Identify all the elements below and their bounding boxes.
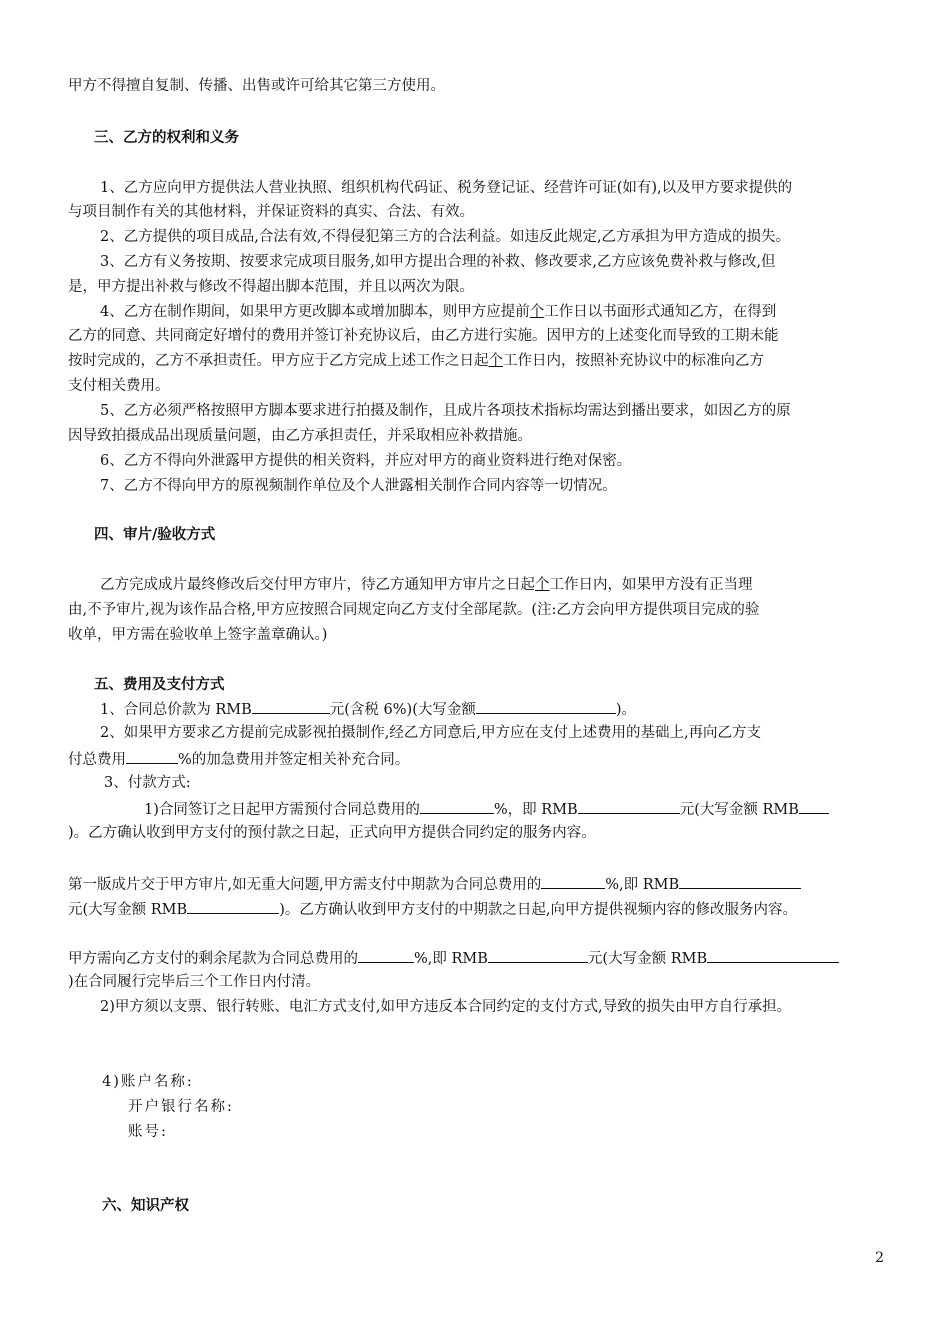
s5-payment-method: 3、付款方式: — [104, 775, 191, 791]
s3-p2: 2、乙方提供的项目成品,合法有效,不得侵犯第三方的合法利益。如违反此规定,乙方承担为甲方造成的损失。 — [100, 229, 791, 245]
s5-l4-part1: 1)合同签订之日起甲方需预付合同总费用的 — [144, 802, 420, 818]
s3-p5-line1: 5、乙方必须严格按照甲方脚本要求进行拍摄及制作，且成片各项技术指标均需达到播出要求，如因乙方的原 — [100, 403, 791, 419]
s5-l1-part2: 元(含税 6%)(大写金额 — [329, 702, 476, 718]
s3-p7: 7、乙方不得向甲方的原视频制作单位及个人泄露相关制作合同内容等一切情况。 — [100, 478, 617, 494]
s5-payment-terms: 2)甲方须以支票、银行转账、电汇方式支付,如甲方违反本合同约定的支付方式,导致的损失由甲方自行承担。 — [100, 999, 792, 1015]
s3-p4-line1 — [100, 302, 776, 322]
total-price-blank[interactable] — [252, 698, 330, 714]
s5-l8-part3: 元(大写金额 RMB — [587, 951, 708, 967]
s3-p4-l1-part1: 4、乙方在制作期间，如果甲方更改脚本或增加脚本，则甲方应提前 — [100, 304, 530, 320]
s4-l1-days: 个 — [535, 577, 550, 593]
s5-l6-part1: 第一版成片交于甲方审片,如无重大问题,甲方需支付中期款为合同总费用的 — [68, 877, 542, 893]
s4-l1-part1: 乙方完成成片最终修改后交付甲方审片，待乙方通知甲方审片之日起 — [100, 577, 535, 593]
s5-final-line2: )在合同履行完毕后三个工作日内付清。 — [68, 974, 321, 990]
section-3-heading: 三、乙方的权利和义务 — [94, 129, 239, 146]
prepay-words-blank[interactable] — [799, 798, 829, 814]
s3-p4-l3-days: 个 — [488, 353, 503, 369]
prepay-amount-blank[interactable] — [578, 798, 680, 814]
final-percent-blank[interactable] — [358, 947, 414, 963]
intro-line: 甲方不得擅自复制、传播、出售或许可给其它第三方使用。 — [68, 78, 445, 94]
s5-midterm-line2 — [68, 898, 797, 920]
s3-p1-line2: 与项目制作有关的其他材料，并保证资料的真实、合法、有效。 — [68, 204, 474, 220]
s5-l7-part2: )。乙方确认收到甲方支付的中期款之日起,向甲方提供视频内容的修改服务内容。 — [279, 902, 797, 918]
midterm-amount-blank[interactable] — [679, 873, 801, 889]
s5-final-line1 — [68, 947, 839, 969]
s3-p4-line3 — [68, 351, 764, 371]
total-price-words-blank[interactable] — [476, 698, 616, 714]
s3-p4-line4: 支付相关费用。 — [68, 378, 170, 394]
final-amount-blank[interactable] — [488, 947, 588, 963]
prepay-percent-blank[interactable] — [420, 798, 494, 814]
s4-line2: 由,不予审片,视为该作品合格,甲方应按照合同规定向乙方支付全部尾款。(注:乙方会向甲方提供项目完成的验 — [68, 602, 760, 618]
s5-l2b-part1: 付总费用 — [68, 752, 126, 768]
final-words-blank[interactable] — [707, 947, 839, 963]
s3-p4-l3-part1: 按时完成的，乙方不承担责任。甲方应于乙方完成上述工作之日起 — [68, 353, 489, 369]
s3-p4-line2: 乙方的同意、共同商定好增付的费用并签订补充协议后，由乙方进行实施。因甲方的上述变化而导致的工期未能 — [68, 328, 779, 344]
bank-name-label: 开户银行名称: — [128, 1099, 234, 1115]
s5-rush-line2 — [68, 748, 409, 770]
section-6-heading: 六、知识产权 — [102, 1197, 189, 1214]
s5-rush-line1: 2、如果甲方要求乙方提前完成影视拍摄制作,经乙方同意后,甲方应在支付上述费用的基础上,再向乙方支 — [100, 725, 762, 741]
s5-prepay-line1 — [144, 798, 829, 820]
s5-l8-part2: %,即 RMB — [414, 951, 488, 967]
s5-total-price — [100, 698, 636, 720]
rush-percent-blank[interactable] — [126, 748, 178, 764]
section-4-heading: 四、审片/验收方式 — [94, 526, 216, 543]
s3-p1-line1: 1、乙方应向甲方提供法人营业执照、组织机构代码证、税务登记证、经营许可证(如有),以及甲方要求提供的 — [100, 180, 793, 196]
s3-p3-line1: 3、乙方有义务按期、按要求完成项目服务,如甲方提出合理的补救、修改要求,乙方应该免费补救与修改,但 — [100, 254, 776, 270]
midterm-words-blank[interactable] — [187, 898, 279, 914]
s5-prepay-line2: )。乙方确认收到甲方支付的预付款之日起，正式向甲方提供合同约定的服务内容。 — [68, 825, 596, 841]
account-name-label: 4)账户名称: — [102, 1074, 194, 1090]
s5-l8-part1: 甲方需向乙方支付的剩余尾款为合同总费用的 — [68, 951, 358, 967]
s5-l1-part1: 1、合同总价款为 RMB — [100, 702, 252, 718]
s5-l4-part3: 元(大写金额 RMB — [679, 802, 799, 818]
s5-l2b-part2: %的加急费用并签定相关补充合同。 — [178, 752, 410, 768]
s5-l4-part2: %，即 RMB — [493, 802, 578, 818]
s5-l7-part1: 元(大写金额 RMB — [68, 902, 188, 918]
account-number-label: 账号: — [128, 1124, 168, 1140]
s3-p3-line2: 是，甲方提出补救与修改不得超出脚本范围，并且以两次为限。 — [68, 279, 474, 295]
section-5-heading: 五、费用及支付方式 — [94, 676, 225, 693]
s4-l1-part2: 工作日内，如果甲方没有正当理 — [549, 577, 753, 593]
s3-p4-l3-part2: 工作日内，按照补充协议中的标准向乙方 — [503, 353, 764, 369]
s5-l6-part2: %,即 RMB — [605, 877, 680, 893]
s5-midterm-line1 — [68, 873, 801, 895]
s3-p5-line2: 因导致拍摄成品出现质量问题，由乙方承担责任，并采取相应补救措施。 — [68, 428, 532, 444]
s4-line3: 收单，甲方需在验收单上签字盖章确认。) — [68, 627, 328, 643]
s3-p4-l1-part2: 工作日以书面形式通知乙方，在得到 — [544, 304, 777, 320]
page-number: 2 — [875, 1250, 884, 1266]
s3-p4-l1-days: 个 — [529, 304, 545, 320]
s5-l1-part3: )。 — [615, 702, 637, 718]
s4-line1 — [100, 575, 753, 595]
midterm-percent-blank[interactable] — [541, 873, 605, 889]
s3-p6: 6、乙方不得向外泄露甲方提供的相关资料，并应对甲方的商业资料进行绝对保密。 — [100, 453, 632, 469]
